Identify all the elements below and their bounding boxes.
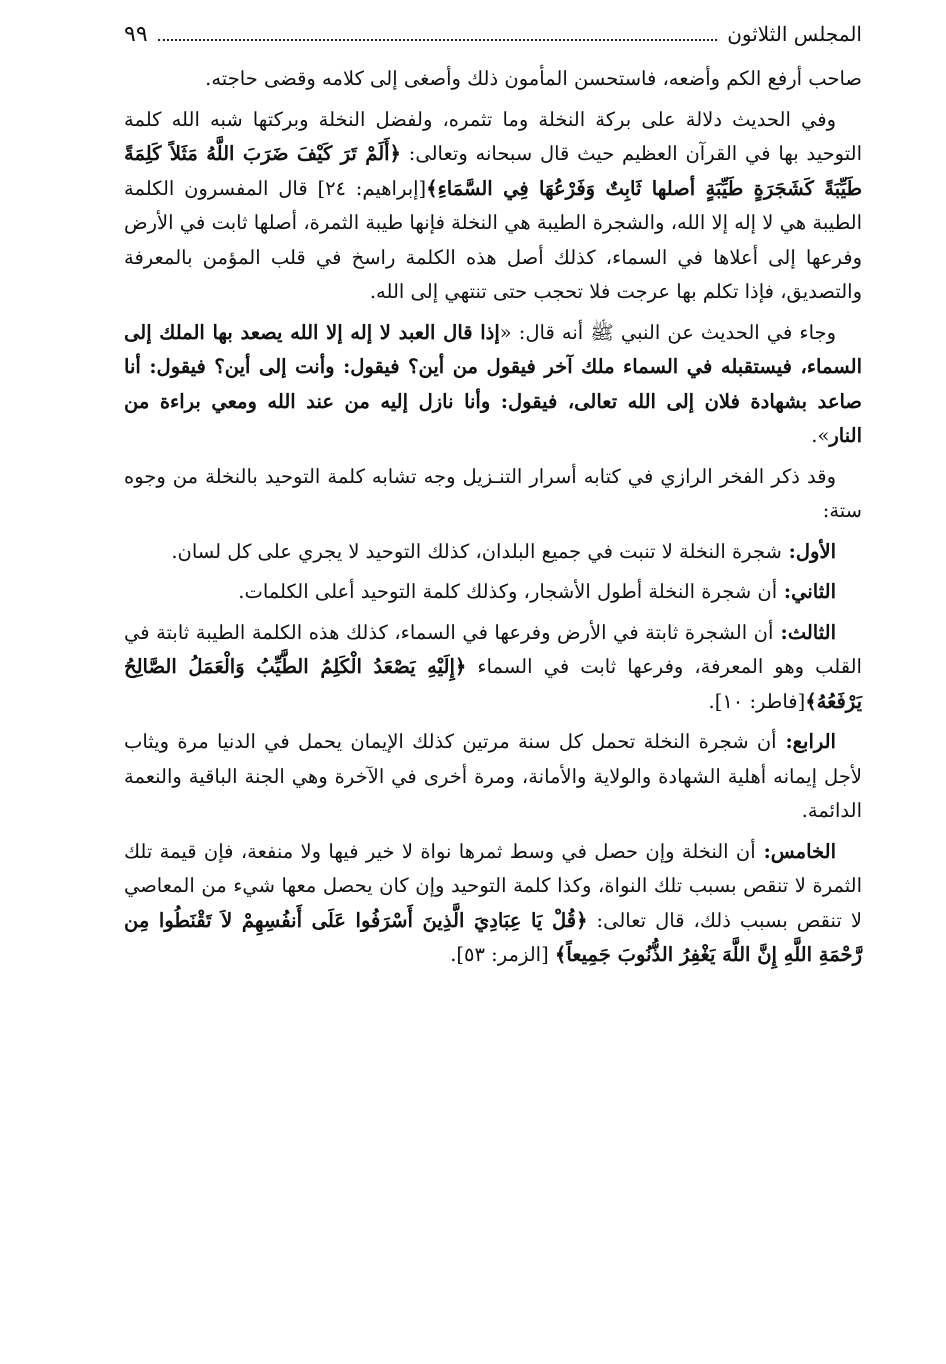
paragraph [124, 616, 862, 720]
text-segment: وجاء في الحديث عن النبي ﷺ أنه قال: « [499, 320, 836, 344]
bold-text-segment: الرابع: [776, 730, 836, 753]
text-segment: أن النخلة وإن حصل في وسط ثمرها نواة لا خير فيها ولا منفعة، فإن قيمة تلك الثمرة لا تنقص بسبب تلك النواة، وكذا كلمة التوحيد وإن كان يحصل معها شيء من المعاصي لا تنقص بسبب ذلك، قال تعالى: [124, 839, 862, 932]
bold-text-segment: ﴿أَلَمْ تَرَ كَيْفَ ضَرَبَ اللَّهُ مَثَلاً كَلِمَةً طَيِّبَةً كَشَجَرَةٍ طَيِّبَةٍ أصلها ثَابِتٌ وَفَرْعُهَا فِي السَّمَاءِ﴾ [124, 142, 862, 200]
paragraph [124, 575, 862, 610]
bold-text-segment: ﴿قُلْ يَا عِبَادِيَ الَّذِينَ أَسْرَفُوا عَلَى أَنفُسِهِمْ لاَ تَقْنَطُوا مِن رَّحْمَةِ اللَّهِ إِنَّ اللَّهَ يَغْفِرُ الذُّنُوبَ جَمِيعاً﴾ [124, 908, 862, 966]
paragraph [124, 62, 862, 97]
paragraph [124, 725, 862, 829]
text-segment: وقد ذكر الفخر الرازي في كتابه أسرار التنـزيل وجه تشابه كلمة التوحيد بالنخلة من وجوه ستة: [124, 464, 862, 522]
bold-text-segment: الخامس: [755, 839, 836, 863]
text-segment: أن شجرة النخلة تحمل كل سنة مرتين كذلك الإيمان يحمل في الدنيا مرة ويثاب لأجل إيمانه أهلية الشهادة والولاية والأمانة، ومرة أخرى في الآخرة وهي الجنة الباقية والنعمة الدائمة. [124, 730, 862, 822]
bold-text-segment: الأول: [781, 539, 836, 563]
page-body [124, 62, 862, 973]
text-segment: صاحب أرفع الكم وأضعه، فاستحسن المأمون ذلك وأصغى إلى كلامه وقضى حاجته. [205, 67, 862, 90]
paragraph [124, 835, 862, 973]
paragraph [124, 535, 862, 570]
page-number: ٩٩ [124, 22, 148, 47]
text-segment: وفي الحديث دلالة على بركة النخلة وما تثمره، ولفضل النخلة وبركتها شبه الله كلمة التوحيد بها في القرآن العظيم حيث قال سبحانه وتعالى: [124, 107, 862, 165]
bold-text-segment: الثالث: [773, 620, 836, 644]
dotted-leader [158, 38, 718, 41]
text-segment: [إبراهيم: ٢٤] قال المفسرون الكلمة الطيبة هي لا إله إلا الله، والشجرة الطيبة هي النخلة فإنها طيبة الثمرة، أصلها ثابت في الأرض وفرعها إلى أعلاها في السماء، كذلك أصل هذه الكلمة راسخ في قلب المؤمن بالمعرفة والتصديق، فإذا تكلم بها عرجت فلا تحجب حتى تنتهي إلى الله. [124, 176, 862, 303]
text-segment: [الزمر: ٥٣]. [450, 943, 555, 966]
text-segment: ». [811, 424, 830, 447]
bold-text-segment: الثاني: [777, 580, 836, 603]
paragraph [124, 103, 862, 310]
text-segment: شجرة النخلة لا تنبت في جميع البلدان، كذلك التوحيد لا يجري على كل لسان. [171, 539, 782, 563]
text-segment: [فاطر: ١٠]. [708, 689, 806, 713]
chapter-title: المجلس الثلاثون [727, 22, 862, 46]
paragraph [124, 460, 862, 529]
paragraph [124, 316, 862, 454]
running-header [124, 22, 862, 62]
text-segment: أن الشجرة ثابتة في الأرض وفرعها في السماء، كذلك هذه الكلمة الطيبة ثابتة في القلب وهو المعرفة، وفرعها ثابت في السماء [124, 620, 862, 678]
bold-text-segment: إذا قال العبد لا إله إلا الله يصعد بها الملك إلى السماء، فيستقبله في السماء ملك آخر فيقول من أين؟ فيقول: وأنت إلى أين؟ فيقول: أنا صاعد بشهادة فلان إلى الله تعالى، فيقول: وأنا نازل إليه من عند الله ومعي براءة من النار [124, 320, 862, 447]
text-segment: أن شجرة النخلة أطول الأشجار، وكذلك كلمة التوحيد أعلى الكلمات. [238, 580, 778, 603]
bold-text-segment: ﴿إِلَيْهِ يَصْعَدُ الْكَلِمُ الطَّيِّبُ وَالْعَمَلُ الصَّالِحُ يَرْفَعُهُ﴾ [124, 655, 862, 713]
